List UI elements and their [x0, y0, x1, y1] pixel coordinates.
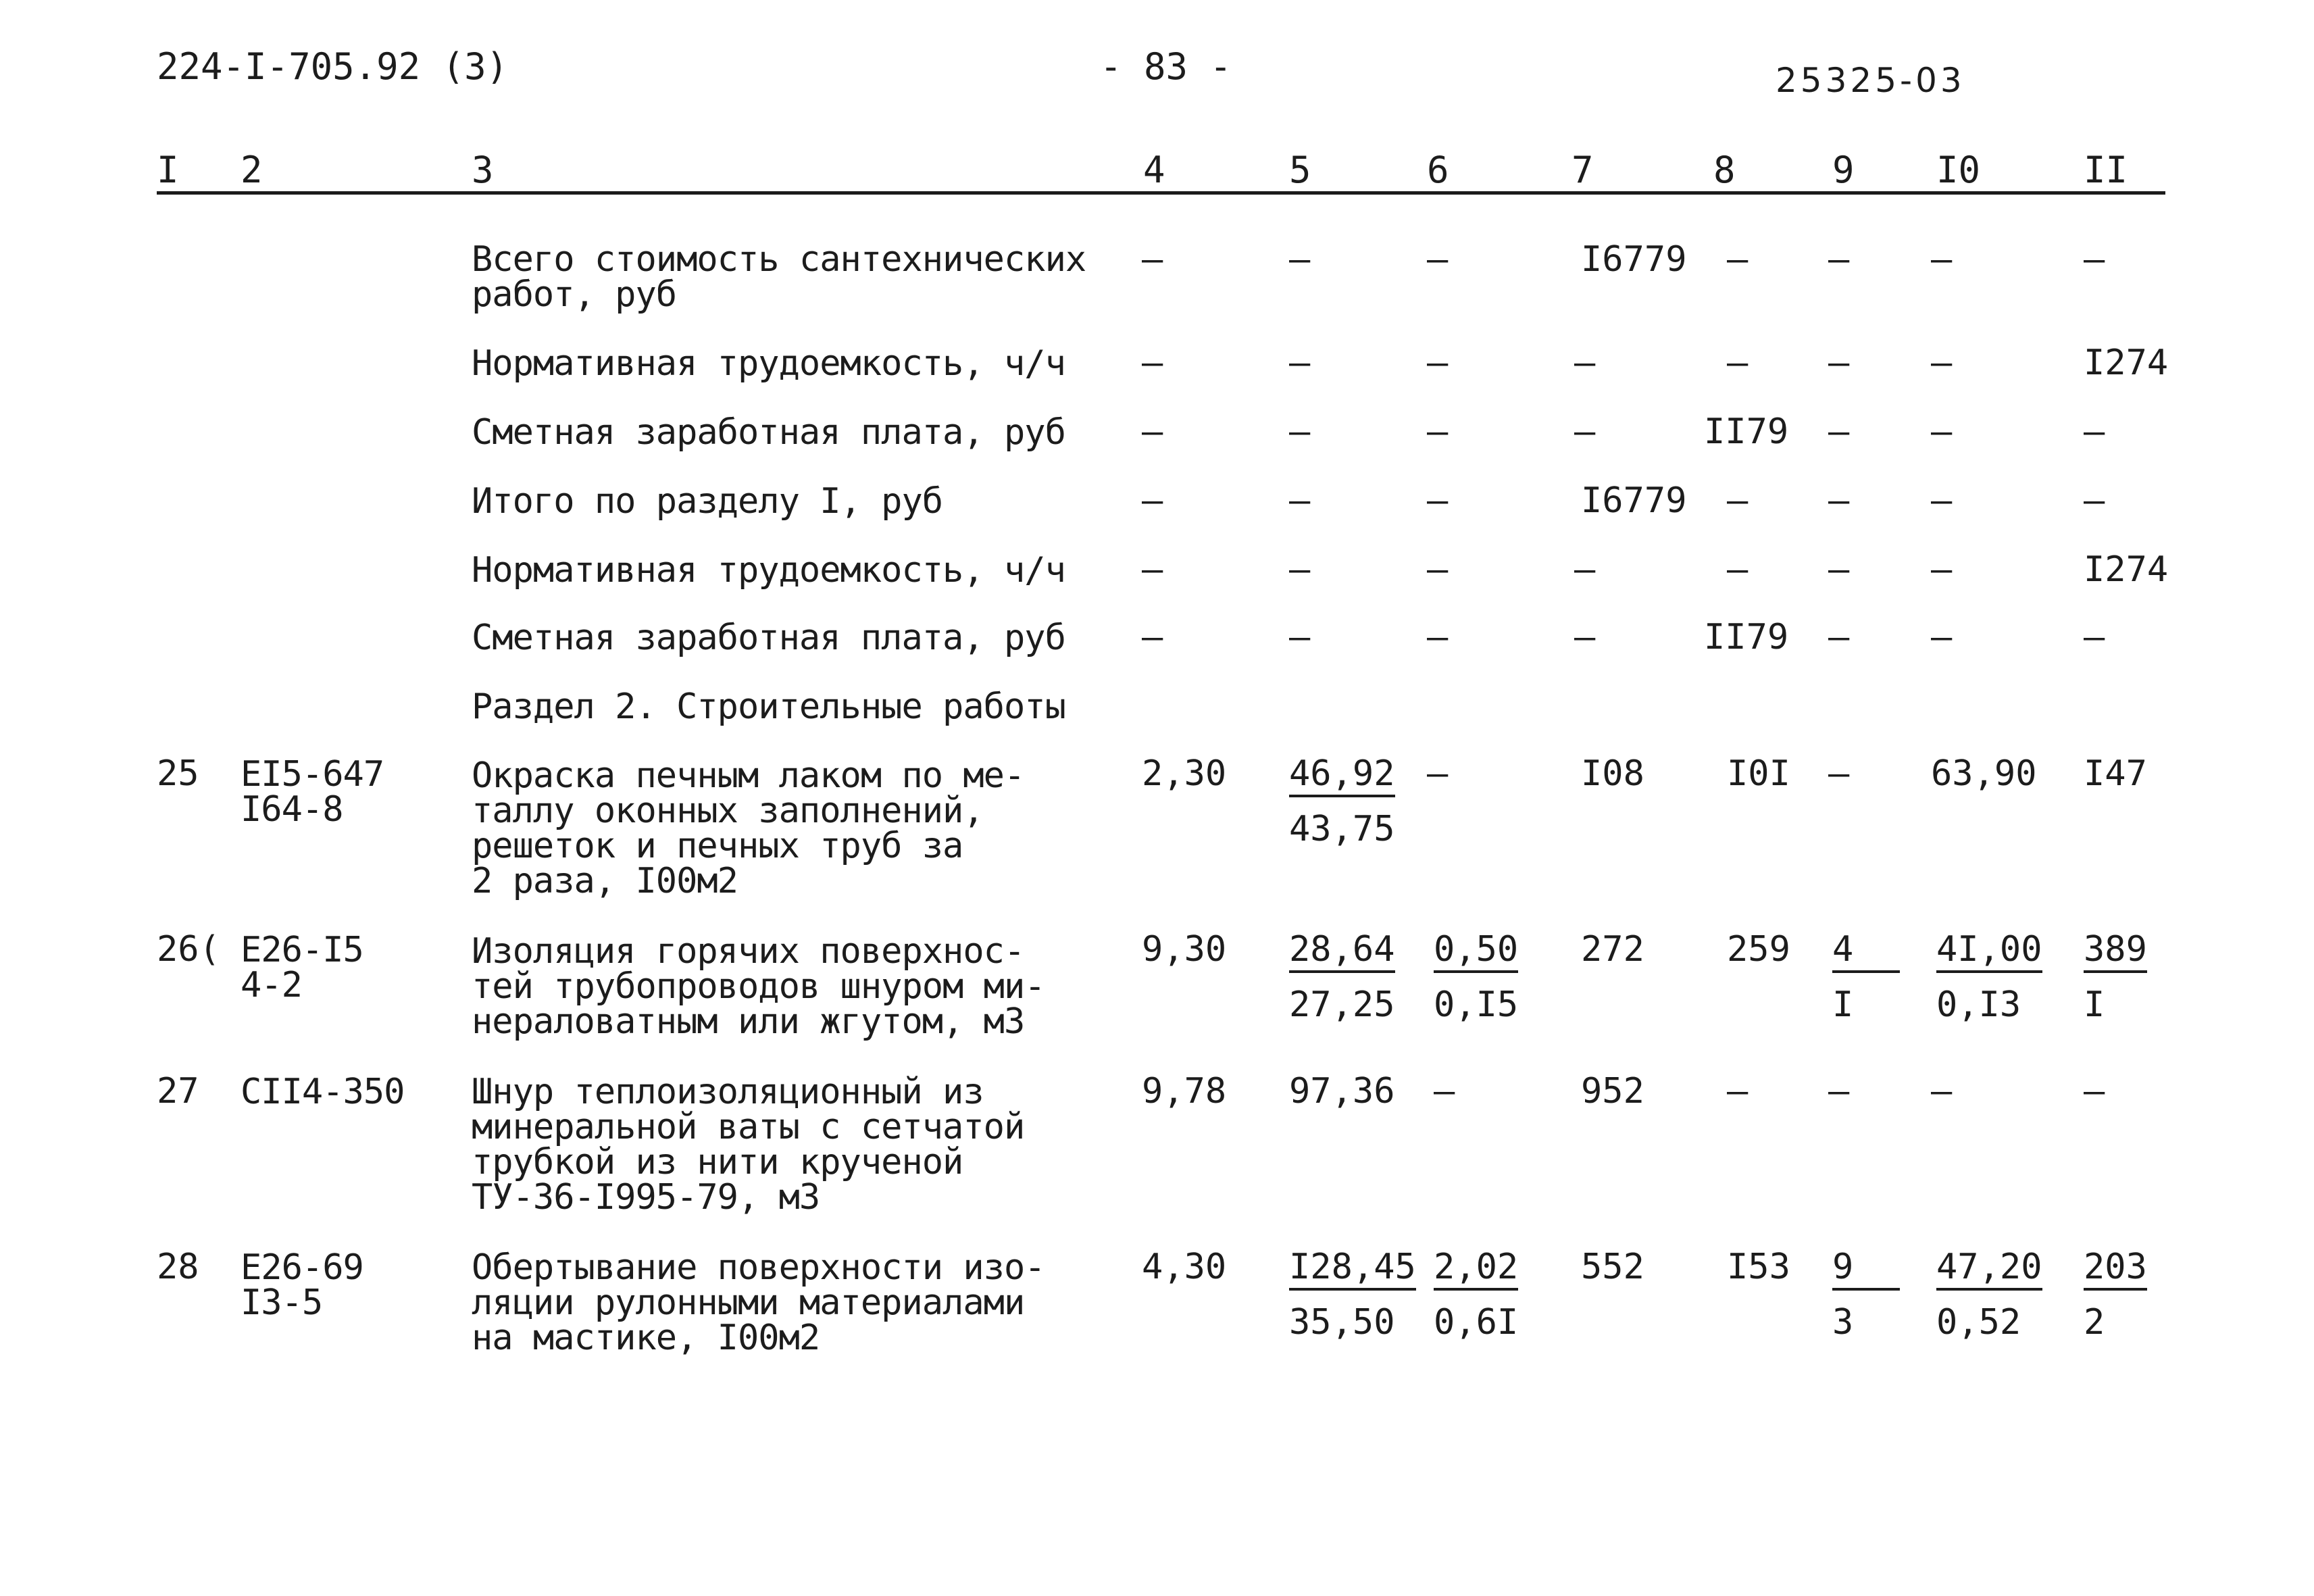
item-25-c5	[1289, 754, 1395, 849]
item-28-c6	[1434, 1247, 1518, 1342]
summary-row-4-desc: Итого по разделу I, руб	[472, 481, 943, 522]
section-title: Раздел 2. Строительные работы	[472, 687, 1065, 727]
col-header-3: 3	[472, 149, 494, 191]
summary-row-1-c10: –	[1931, 239, 1953, 280]
item-25-c7: I08	[1581, 753, 1644, 794]
summary-row-1-c7: I6779	[1581, 239, 1687, 280]
item-25-c8: I0I	[1727, 753, 1790, 794]
item-27-code: CII4-350	[241, 1072, 405, 1112]
summary-row-3-desc: Сметная заработная плата, руб	[472, 412, 1065, 453]
summary-row-6-c7: –	[1574, 617, 1596, 657]
summary-row-1-c11: –	[2084, 239, 2105, 280]
summary-row-1-c6: –	[1427, 239, 1449, 280]
item-26-c6-top: 0,50	[1434, 930, 1518, 973]
summary-row-5-c10: –	[1931, 549, 1953, 590]
col-header-8: 8	[1713, 149, 1736, 191]
col-header-6: 6	[1427, 149, 1449, 191]
summary-row-2-c7: –	[1574, 343, 1596, 383]
item-25-c5-top: 46,92	[1289, 754, 1395, 797]
item-28-c9-top: 9	[1832, 1247, 1900, 1291]
item-28-c7: 552	[1581, 1247, 1644, 1287]
item-25-c4: 2,30	[1142, 753, 1227, 794]
summary-row-4-c7: I6779	[1581, 480, 1687, 521]
doc-number: 224-I-705.92 (3)	[157, 45, 509, 88]
item-26-c10-top: 4I,00	[1936, 930, 2042, 973]
col-header-4: 4	[1143, 149, 1165, 191]
summary-row-1-c4: –	[1142, 239, 1163, 280]
col-header-5: 5	[1289, 149, 1311, 191]
summary-row-3-c6: –	[1427, 412, 1449, 452]
summary-row-5-c8: –	[1727, 549, 1749, 590]
item-26-c6	[1434, 930, 1518, 1024]
summary-row-6-c4: –	[1142, 617, 1163, 657]
summary-row-1-c5: –	[1289, 239, 1311, 280]
item-28-c5-bottom: 35,50	[1289, 1302, 1395, 1343]
summary-row-5-c7: –	[1574, 549, 1596, 590]
stamp-number: 25325-03	[1776, 61, 1965, 100]
summary-row-2-c6: –	[1427, 343, 1449, 383]
col-header-1: I	[157, 149, 179, 191]
summary-row-6-c8: II79	[1704, 617, 1789, 657]
item-26-num: 26(	[157, 929, 220, 970]
item-26-c10	[1936, 930, 2042, 1024]
item-28-c10-top: 47,20	[1936, 1247, 2042, 1291]
item-27-c7: 952	[1581, 1071, 1644, 1112]
item-28-c11	[2084, 1247, 2147, 1342]
item-25-c6: –	[1427, 753, 1449, 794]
item-26-c10-bottom: 0,I3	[1936, 984, 2021, 1025]
item-26-code: E26-I5 4-2	[241, 930, 363, 1005]
item-26-c9-bottom: I	[1832, 984, 1854, 1025]
summary-row-1-desc: Всего стоимость сантехнических работ, руб	[472, 239, 1086, 315]
summary-row-6-desc: Сметная заработная плата, руб	[472, 618, 1065, 658]
item-27-c10: –	[1931, 1071, 1953, 1112]
item-28-c8: I53	[1727, 1247, 1790, 1287]
summary-row-4-c4: –	[1142, 480, 1163, 521]
summary-row-5-c11: I274	[2084, 549, 2169, 590]
item-27-c6: –	[1434, 1071, 1455, 1112]
item-28-c5-top: I28,45	[1289, 1247, 1416, 1291]
item-26-c11-top: 389	[2084, 930, 2147, 973]
item-27-c11: –	[2084, 1071, 2105, 1112]
item-25-c11: I47	[2084, 753, 2147, 794]
item-25-c9: –	[1828, 753, 1850, 794]
summary-row-2-c4: –	[1142, 343, 1163, 383]
item-28-code: E26-69 I3-5	[241, 1247, 363, 1323]
header-rule	[157, 191, 2165, 195]
summary-row-3-c11: –	[2084, 412, 2105, 452]
summary-row-6-c9: –	[1828, 617, 1850, 657]
summary-row-3-c4: –	[1142, 412, 1163, 452]
summary-row-6-c10: –	[1931, 617, 1953, 657]
item-27-desc: Шнур теплоизоляционный из минеральной ваты с сетчатой трубкой из нити крученой ТУ-36-I995-79, м3	[472, 1072, 1025, 1218]
item-27-c8: –	[1727, 1071, 1749, 1112]
summary-row-3-c5: –	[1289, 412, 1311, 452]
summary-row-2-desc: Нормативная трудоемкость, ч/ч	[472, 343, 1065, 384]
item-28-c6-top: 2,02	[1434, 1247, 1518, 1291]
summary-row-2-c9: –	[1828, 343, 1850, 383]
summary-row-2-c10: –	[1931, 343, 1953, 383]
item-27-num: 27	[157, 1071, 199, 1112]
item-27-c9: –	[1828, 1071, 1850, 1112]
item-25-c10: 63,90	[1931, 753, 2037, 794]
summary-row-4-c5: –	[1289, 480, 1311, 521]
summary-row-6-c5: –	[1289, 617, 1311, 657]
item-25-c5-bottom: 43,75	[1289, 809, 1395, 849]
summary-row-1-c8: –	[1727, 239, 1749, 280]
summary-row-4-c10: –	[1931, 480, 1953, 521]
summary-row-3-c10: –	[1931, 412, 1953, 452]
summary-row-5-c6: –	[1427, 549, 1449, 590]
item-26-c5	[1289, 930, 1395, 1024]
summary-row-2-c11: I274	[2084, 343, 2169, 383]
item-28-c5	[1289, 1247, 1416, 1342]
summary-row-5-desc: Нормативная трудоемкость, ч/ч	[472, 550, 1065, 591]
item-28-c10	[1936, 1247, 2042, 1342]
col-header-7: 7	[1571, 149, 1594, 191]
item-28-c10-bottom: 0,52	[1936, 1302, 2021, 1343]
item-27-c4: 9,78	[1142, 1071, 1227, 1112]
summary-row-3-c9: –	[1828, 412, 1850, 452]
item-26-desc: Изоляция горячих поверхнос- тей трубопроводов шнуром ми- нераловатным или жгутом, м3	[472, 931, 1045, 1042]
page-number: - 83 -	[1100, 45, 1232, 88]
summary-row-5-c9: –	[1828, 549, 1850, 590]
summary-row-4-c8: –	[1727, 480, 1749, 521]
item-26-c11	[2084, 930, 2147, 1024]
col-header-9: 9	[1832, 149, 1855, 191]
item-27-c5: 97,36	[1289, 1071, 1395, 1112]
item-26-c8: 259	[1727, 929, 1790, 970]
item-28-c4: 4,30	[1142, 1247, 1227, 1287]
summary-row-5-c5: –	[1289, 549, 1311, 590]
item-25-num: 25	[157, 753, 199, 794]
item-26-c4: 9,30	[1142, 929, 1227, 970]
item-25-desc: Окраска печным лаком по ме- таллу оконных заполнений, решеток и печных труб за 2 раза, I00м2	[472, 755, 1025, 901]
summary-row-6-c11: –	[2084, 617, 2105, 657]
summary-row-3-c8: II79	[1704, 412, 1789, 452]
item-26-c6-bottom: 0,I5	[1434, 984, 1519, 1025]
summary-row-6-c6: –	[1427, 617, 1449, 657]
summary-row-1-c9: –	[1828, 239, 1850, 280]
item-28-c9	[1832, 1247, 1900, 1342]
col-header-10: I0	[1936, 149, 1981, 191]
summary-row-4-c6: –	[1427, 480, 1449, 521]
item-28-c11-bottom: 2	[2084, 1302, 2105, 1343]
summary-row-4-c9: –	[1828, 480, 1850, 521]
item-26-c7: 272	[1581, 929, 1644, 970]
item-25-code: EI5-647 I64-8	[241, 754, 384, 830]
item-26-c5-top: 28,64	[1289, 930, 1395, 973]
item-28-num: 28	[157, 1247, 199, 1287]
summary-row-2-c5: –	[1289, 343, 1311, 383]
item-26-c9-top: 4	[1832, 930, 1900, 973]
summary-row-3-c7: –	[1574, 412, 1596, 452]
col-header-11: II	[2084, 149, 2128, 191]
item-28-c9-bottom: 3	[1832, 1302, 1854, 1343]
item-28-desc: Обертывание поверхности изо- ляции рулонными материалами на мастике, I00м2	[472, 1247, 1045, 1358]
col-header-2: 2	[241, 149, 263, 191]
summary-row-2-c8: –	[1727, 343, 1749, 383]
item-26-c5-bottom: 27,25	[1289, 984, 1395, 1025]
summary-row-5-c4: –	[1142, 549, 1163, 590]
summary-row-4-c11: –	[2084, 480, 2105, 521]
item-26-c9	[1832, 930, 1900, 1024]
item-28-c11-top: 203	[2084, 1247, 2147, 1291]
item-28-c6-bottom: 0,6I	[1434, 1302, 1519, 1343]
item-26-c11-bottom: I	[2084, 984, 2105, 1025]
